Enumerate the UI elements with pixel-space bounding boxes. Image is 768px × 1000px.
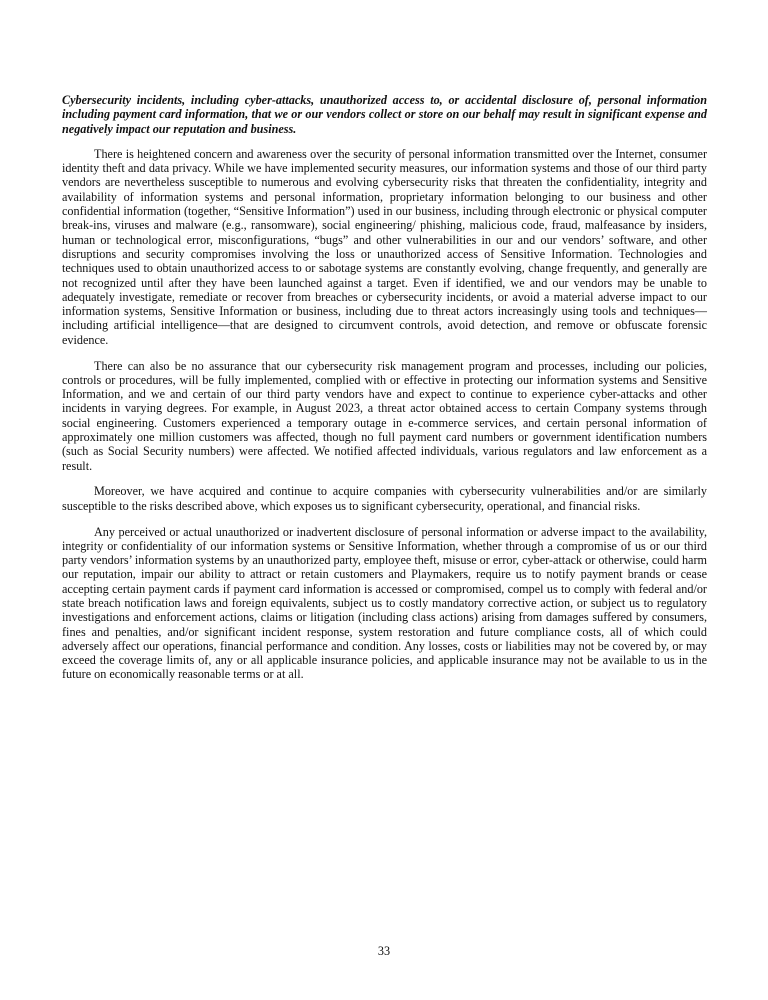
paragraph-cybersecurity-concern: There is heightened concern and awareness over the security of personal information transmitted over the Internet, consumer identity theft and data privacy. While we have implemented security measures, our information systems and those of our third party vendors are nevertheless susceptible to numerous and evolving cybersecurity risks that threaten the confidentiality, integrity and availability of information systems and personal information, proprietary information belonging to our business and other confidential information (together, “Sensitive Information”) used in our business, including through electronic or physical computer break-ins, viruses and malware (e.g., ransomware), social engineering/ phishing, malicious code, fraud, malfeasance by insiders, human or technological error, misconfigurations, “bugs” and other vulnerabilities in our and our vendors’ software, and other disruptions and security compromises involving the loss or unauthorized access of Sensitive Information. Technologies and techniques used to obtain unauthorized access to or sabotage systems are constantly evolving, change frequently, and generally are not recognized until after they have been launched against a target. Even if identified, we and our vendors may be unable to adequately investigate, remediate or recover from breaches or cybersecurity incidents, or avoid a material adverse impact to our information systems, Sensitive Information or business, including due to threat actors increasingly using tools and techniques—including artificial intelligence—that are designed to circumvent controls, avoid detection, and remove or obfuscate forensic evidence.	[62, 146, 707, 347]
paragraph-acquisitions: Moreover, we have acquired and continue to acquire companies with cybersecurity vulnerabilities and/or are similarly susceptible to the risks described above, which exposes us to significant cybersecurity, operational, and financial risks.	[62, 484, 707, 513]
risk-factor-heading: Cybersecurity incidents, including cyber-attacks, unauthorized access to, or accidental disclosure of, personal information including payment card information, that we or our vendors collect or store on our behalf may result in significant expense and negatively impact our reputation and business.	[62, 93, 707, 136]
paragraph-disclosure-impact: Any perceived or actual unauthorized or inadvertent disclosure of personal information or adverse impact to the availability, integrity or confidentiality of our information systems or Sensitive Information, whether through a compromise of us or our third party vendors’ information systems by an unauthorized party, employee theft, misuse or error, cyber-attack or otherwise, could harm our reputation, impair our ability to attract or retain customers and Playmakers, require us to notify payment brands or cease accepting certain payment cards if payment card information is accessed or compromised, compel us to comply with federal and/or state breach notification laws and foreign equivalents, subject us to costly mandatory corrective action, or subject us to regulatory investigations and enforcement actions, claims or litigation (including class actions) arising from damages suffered by consumers, fines and penalties, and/or significant incident response, system restoration and future compliance costs, all of which could adversely affect our operations, financial performance and condition. Any losses, costs or liabilities may not be covered by, or may exceed the coverage limits of, any or all applicable insurance policies, and applicable insurance may not be available to us in the future on economically reasonable terms or at all.	[62, 524, 707, 682]
paragraph-no-assurance: There can also be no assurance that our cybersecurity risk management program and processes, including our policies, controls or procedures, will be fully implemented, complied with or effective in protecting our information systems and Sensitive Information, and we and certain of our third party vendors have and expect to continue to experience cyber-attacks and other incidents in varying degrees. For example, in August 2023, a threat actor obtained access to certain Company systems through social engineering. Customers experienced a temporary outage in e-commerce services, and certain personal information of approximately one million customers was affected, though no full payment card numbers or government identification numbers (such as Social Security numbers) were affected. We notified affected individuals, various regulators and law enforcement as a result.	[62, 358, 707, 473]
document-body	[62, 93, 707, 693]
page-number: 33	[377, 944, 391, 958]
